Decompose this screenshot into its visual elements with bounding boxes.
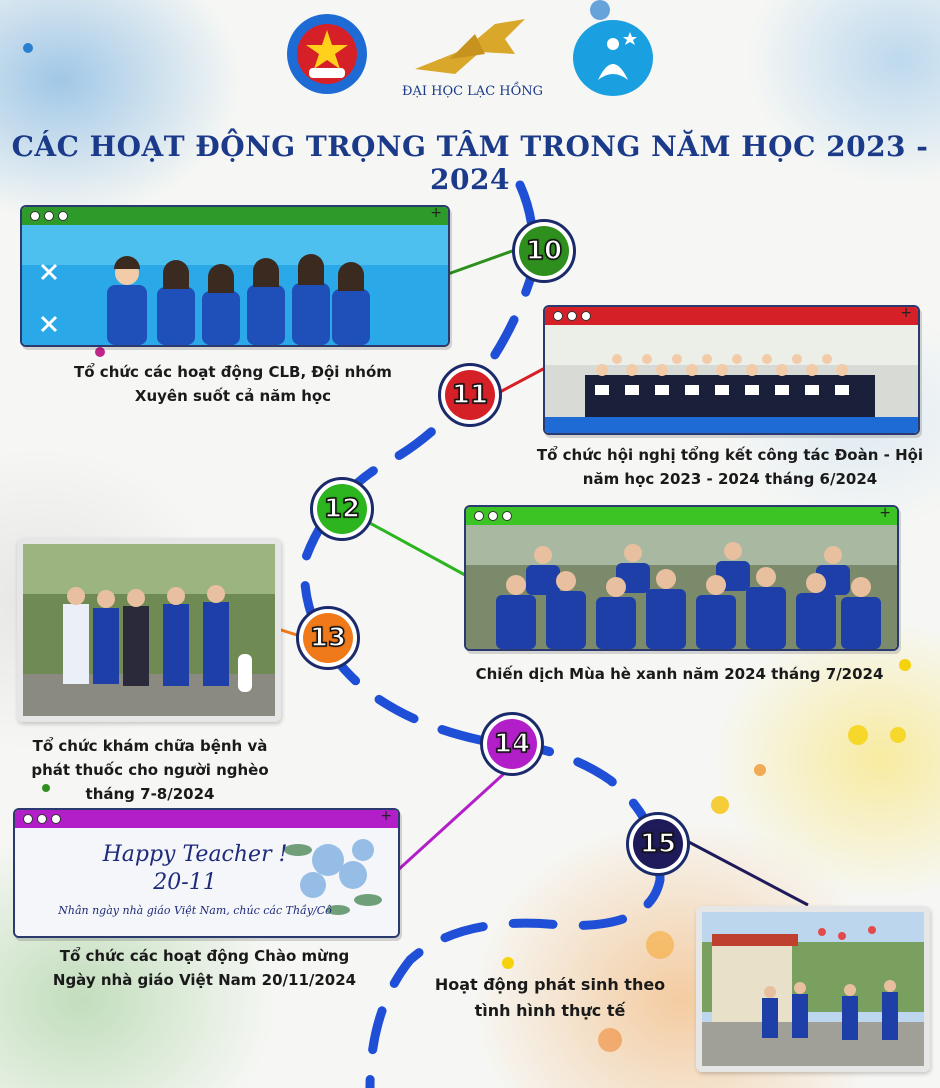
milestone-node-15: 15 [626, 812, 690, 876]
teachers-day-card [15, 828, 398, 936]
caption-12: Chiến dịch Mùa hè xanh năm 2024 tháng 7/2024 [475, 665, 884, 683]
event-photo-frame [696, 906, 930, 1072]
window-plus-icon: + [879, 505, 891, 521]
caption-11: Tổ chức hội nghị tổng kết công tác Đoàn - Hội năm học 2023 - 2024 tháng 6/2024 [536, 446, 924, 488]
milestone-node-13: 13 [296, 606, 360, 670]
window-12 [464, 505, 899, 651]
window-plus-icon: + [430, 205, 442, 221]
window-plus-icon: + [380, 808, 392, 824]
medical-photo-frame [17, 538, 281, 722]
student-association-logo [568, 18, 658, 98]
milestone-node-11: 11 [438, 363, 502, 427]
card-date: 20-11 [153, 870, 217, 895]
caption-14: Tổ chức các hoạt động Chào mừng Ngày nhà giáo Việt Nam 20/11/2024 [52, 947, 357, 989]
caption-15: Hoạt động phát sinh theo tình hình thực tế [434, 975, 666, 1020]
outdoor-event-photo [702, 912, 924, 1066]
window-10 [20, 205, 450, 347]
window-plus-icon: + [900, 305, 912, 321]
summer-campaign-photo [466, 525, 897, 649]
youth-union-logo [285, 12, 369, 96]
conference-group-photo [545, 325, 918, 433]
milestone-node-10: 10 [512, 219, 576, 283]
milestone-node-12: 12 [310, 477, 374, 541]
milestone-node-14: 14 [480, 712, 544, 776]
card-greeting: Happy Teacher ! [102, 842, 288, 867]
lac-hong-university-logo [395, 14, 550, 106]
caption-13: Tổ chức khám chữa bệnh và phát thuốc cho người nghèo tháng 7-8/2024 [31, 737, 269, 803]
caption-10: Tổ chức các hoạt động CLB, Đội nhóm Xuyên suốt cả năm học [74, 363, 392, 405]
window-14 [13, 808, 400, 938]
window-11 [543, 305, 920, 435]
card-message: Nhân ngày nhà giáo Việt Nam, chúc các Thầy/Cô [58, 904, 332, 917]
university-name: ĐẠI HỌC LẠC HỒNG [401, 84, 544, 99]
page-title: CÁC HOẠT ĐỘNG TRỌNG TÂM TRONG NĂM HỌC 2023 - 2024 [11, 130, 929, 196]
club-group-photo [22, 225, 448, 345]
medical-checkup-photo [23, 544, 275, 716]
